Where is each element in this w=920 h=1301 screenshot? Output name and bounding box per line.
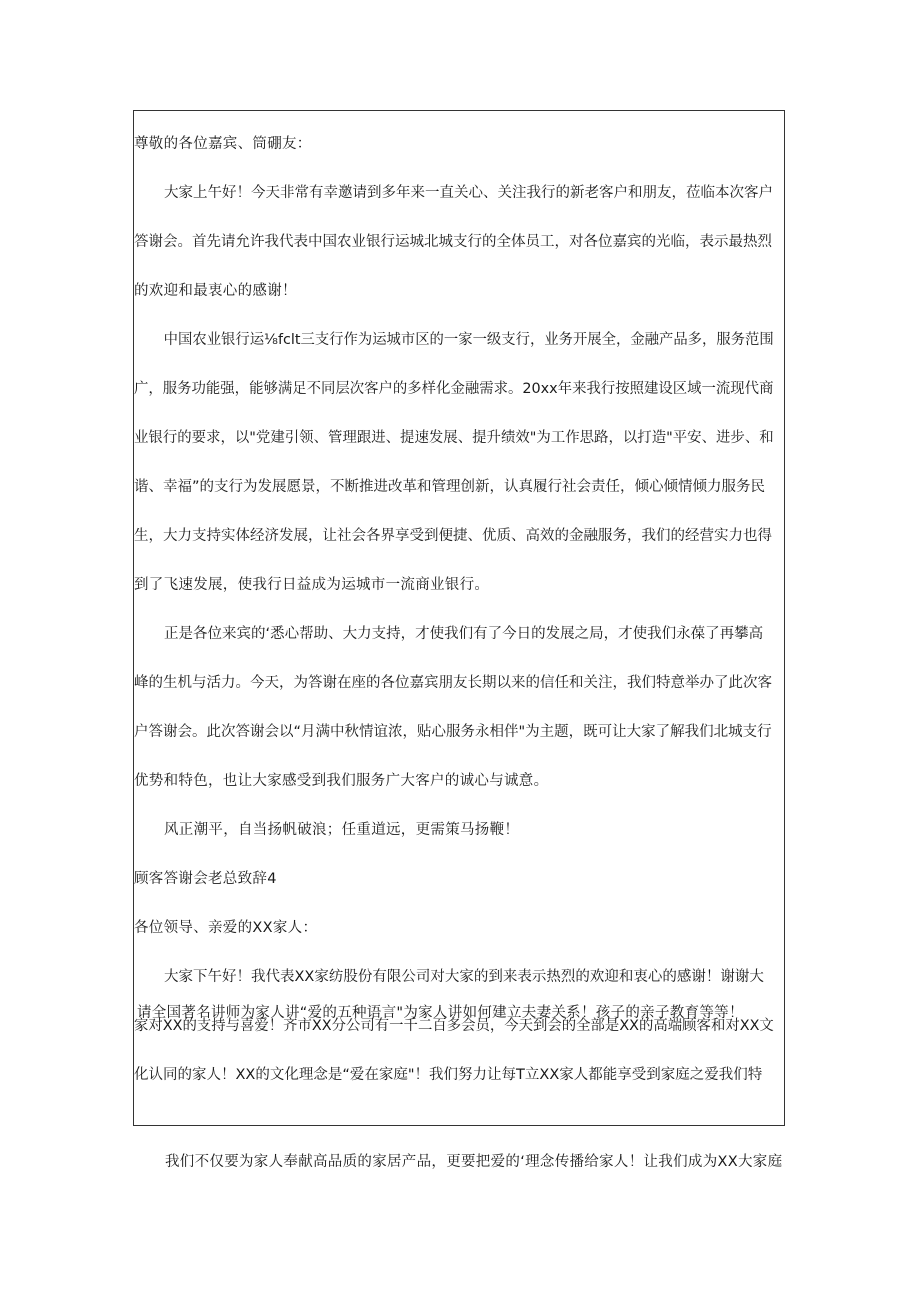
continuation-line: 我们不仅要为家人奉献高品质的家居产品，更要把爱的‘理念传播给家人！让我们成为XX大家庭 [165,1154,783,1170]
paragraph-line: 生，大力支持实体经济发展，让社会各界享受到便捷、优质、高效的金融服务，我们的经营实力也得 [134,528,772,544]
text-frame [133,110,785,1126]
paragraph-line-last: 请全国著名讲师为家人讲“爱的五种语言"为家人讲如何建立夫妻关系！孩子的亲子教育等等！ [137,1005,744,1021]
paragraph-line: 正是各位来宾的‘悉心帮助、大力支持，才使我们有了今日的发展之局，才使我们永葆了再攀高 [164,626,764,642]
paragraph-line: 谐、幸福”的支行为发展愿景，不断推进改革和管理创新，认真履行社会责任，倾心倾情倾力服务民 [134,479,766,495]
paragraph-line: 大家下午好！我代表XX家纺股份有限公司对大家的到来表示热烈的欢迎和衷心的感谢！谢谢大 [164,969,764,985]
paragraph-line: 户答谢会。此次答谢会以“月满中秋情谊浓，贴心服务永相伴"为主题，既可让大家了解我们北城支行 [134,724,772,740]
paragraph-line: 业银行的要求，以"党建引领、管理跟进、提速发展、提升绩效"为工作思路，以打造"平安、进步、和 [134,430,774,446]
paragraph-line: 峰的生机与活力。今天，为答谢在座的各位嘉宾朋友长期以来的信任和关注，我们特意举办了此次客 [134,675,772,691]
section-title: 顾客答谢会老总致辞4 [134,871,277,887]
paragraph-line: 家对XX的支持与喜爱！齐市XX分公司有一千二百多会员，今天到会的全部是XX的高端顾客和对XX文 [134,1018,774,1034]
paragraph-line: 广，服务功能强，能够满足不同层次客户的多样化金融需求。20xx年来我行按照建设区域一流现代商 [134,381,774,397]
paragraph-line: 的欢迎和最衷心的感谢！ [134,283,297,299]
paragraph-line: 答谢会。首先请允许我代表中国农业银行运城北城支行的全体员工，对各位嘉宾的光临，表示最热烈 [134,234,772,250]
paragraph-line: 优势和特色，也让大家感受到我们服务广大客户的诚心与诚意。 [134,773,549,789]
salutation: 尊敬的各位嘉宾、筒硼友： [134,136,312,152]
salutation: 各位领导、亲爱的XX家人： [134,920,318,936]
paragraph-line: 化认同的家人！XX的文化理念是“爱在家庭"！我们努力让每T立XX家人都能享受到家庭之爱我们特 [134,1067,763,1083]
paragraph-line: 大家上午好！今天非常有幸邀请到多年来一直关心、关注我行的新老客户和朋友，莅临本次客户 [164,185,773,201]
paragraph-line: 中国农业银行运⅛fclt三支行作为运城市区的一家一级支行，业务开展全，金融产品多，服务范围 [163,332,774,348]
paragraph-line: 风正潮平，自当扬帆破浪；任重道远，更需策马扬鞭！ [164,822,520,838]
paragraph-line: 到了飞速发展，使我行日益成为运城市一流商业银行。 [134,577,490,593]
